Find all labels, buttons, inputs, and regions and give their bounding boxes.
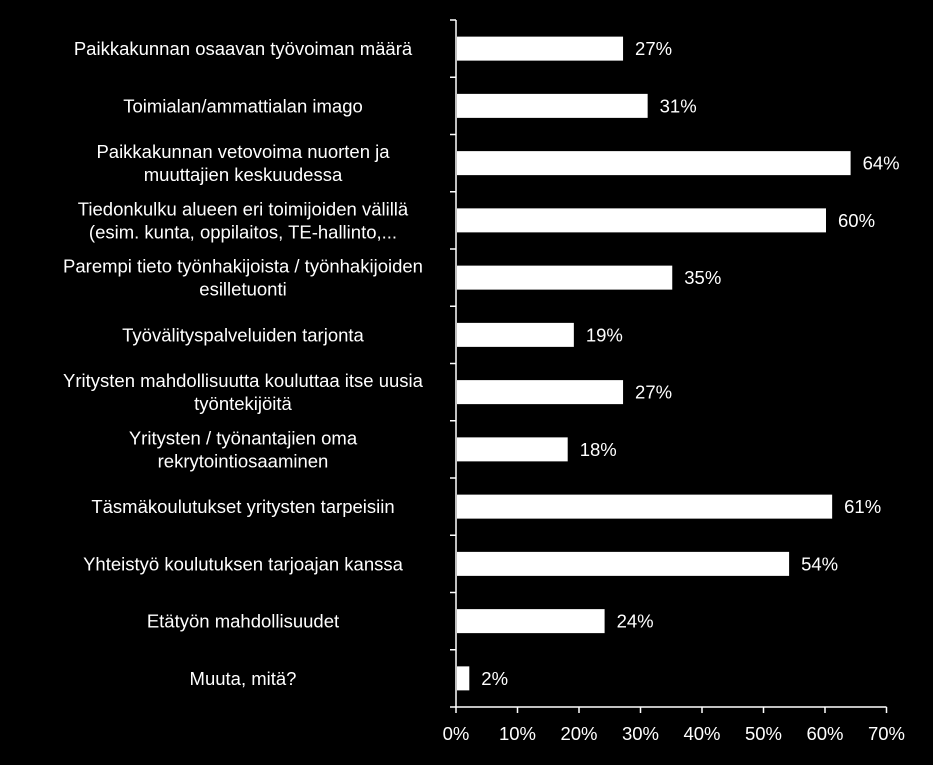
category-label-line: muuttajien keskuudessa [143,164,343,186]
bar [457,552,789,576]
bar [457,94,648,118]
category-label-line: Toimialan/ammattialan imago [123,95,363,117]
bar [457,37,623,61]
bar-data-label: 24% [616,610,654,632]
category-label-line: Paikkakunnan osaavan työvoiman määrä [73,38,413,60]
x-tick-label: 30% [621,723,660,744]
category-label [96,141,390,185]
category-label-line: Työvälityspalveluiden tarjonta [122,324,364,346]
bar-data-label: 31% [659,95,697,117]
category-label [74,38,413,59]
category-label-line: Tiedonkulku alueen eri toimijoiden välillä [77,198,409,220]
category-label [83,553,404,574]
bar-data-label: 54% [801,553,839,575]
category-label-line: Yritysten mahdollisuutta kouluttaa itse uusia [63,370,423,392]
bar-data-label: 27% [635,38,673,60]
category-label-line: (esim. kunta, oppilaitos, TE-hallinto,... [88,221,398,243]
category-label [129,427,358,471]
bar-data-label: 60% [838,209,876,231]
x-tick-label: 70% [867,723,906,744]
bar-data-label: 64% [862,152,900,174]
category-label [91,496,394,517]
category-label [123,95,363,116]
bar-data-label: 2% [481,667,509,689]
category-label [63,256,423,300]
bar [457,208,826,232]
category-label-line: Paikkakunnan vetovoima nuorten ja [96,141,390,163]
bar [457,495,832,519]
category-label-line: Etätyön mahdollisuudet [146,610,340,632]
x-tick-label: 60% [806,723,844,744]
category-label-line: Yritysten / työnantajien oma [128,427,358,449]
x-tick-label: 40% [683,723,721,744]
category-label [190,668,297,689]
bar [457,323,574,347]
bar-data-label: 35% [684,267,722,289]
bar-data-label: 61% [844,496,882,518]
x-tick-label: 0% [442,723,470,744]
bar [457,380,623,404]
bar-data-label: 18% [579,438,617,460]
x-tick-label: 50% [744,723,783,744]
category-label [147,611,339,632]
category-label-line: Yhteistyö koulutuksen tarjoajan kanssa [83,553,403,575]
category-label-line: Muuta, mitä? [189,667,297,689]
bar-data-label: 19% [585,324,623,346]
category-label [63,370,424,414]
bar [457,666,469,690]
category-label-line: työntekijöitä [194,393,292,415]
category-label [122,324,364,345]
x-tick-label: 10% [498,723,537,744]
category-label-line: Täsmäkoulutukset yritysten tarpeisiin [91,496,395,518]
bar [457,609,605,633]
category-label [78,198,409,242]
category-label-line: esilletuonti [199,278,287,300]
bar-data-label: 27% [635,381,673,403]
bar [457,151,851,175]
category-label-line: rekrytointiosaaminen [157,450,329,472]
bar [457,266,672,290]
x-tick-label: 20% [560,723,598,744]
bar [457,437,568,461]
category-label-line: Parempi tieto työnhakijoista / työnhakijoiden [63,255,423,277]
